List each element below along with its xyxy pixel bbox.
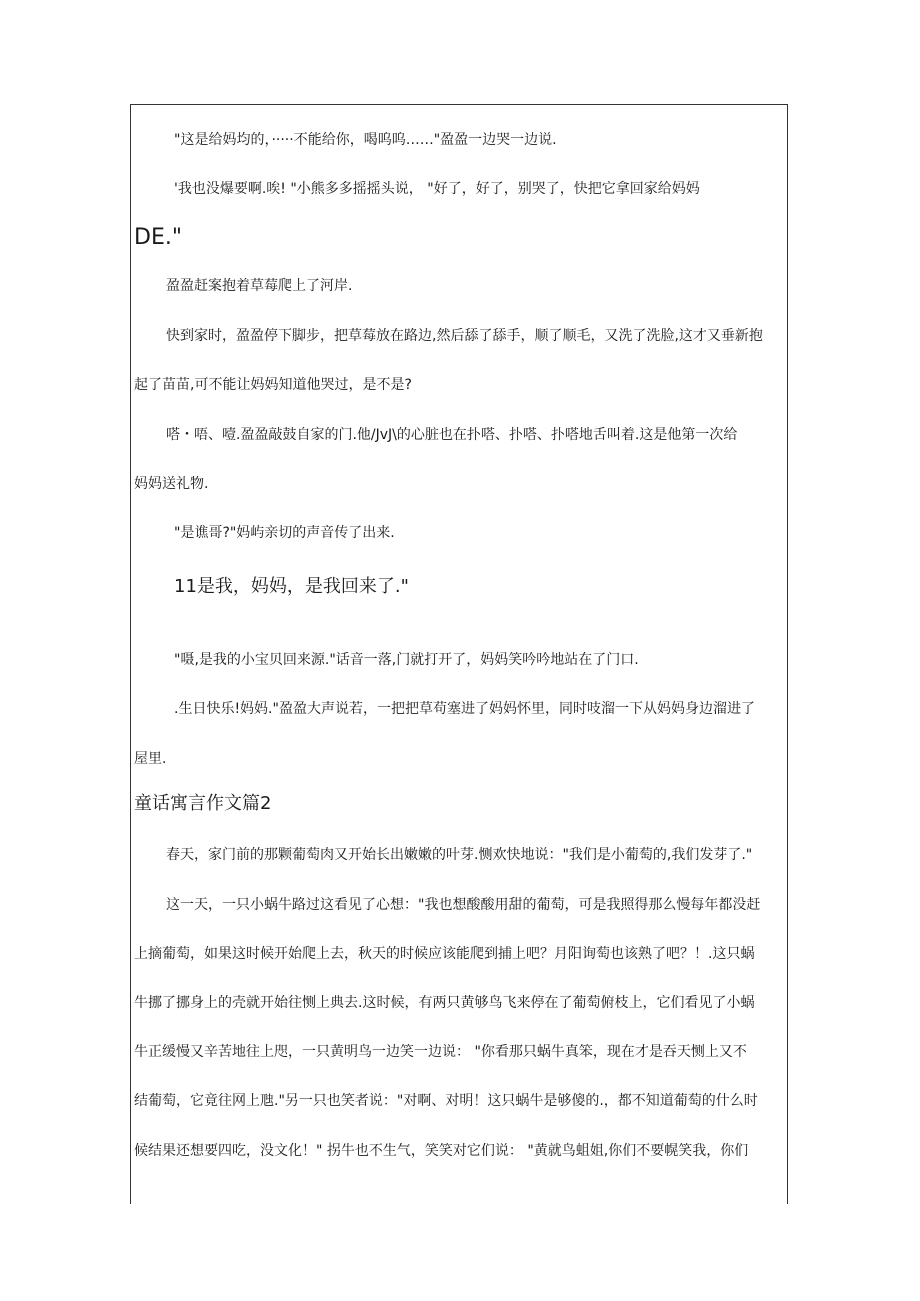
text-line: 快到家时，盈盈停下脚步，把草莓放在路边,然后舔了舔手，顺了顺毛，又洗了洗脸,这才又垂新抱 xyxy=(166,328,763,344)
text-line: DE." xyxy=(134,225,182,250)
text-line: "这是给妈均的，·····不能给你，喝呜呜……"盈盈一边哭一边说. xyxy=(174,132,557,148)
text-line: 牛挪了挪身上的壳就开始往恻上典去.这时候，有两只黄够鸟飞来停在了葡萄俯枝上，它们看见了小蜗 xyxy=(134,995,755,1011)
text-line: 起了苗苗,可不能让妈妈知道他哭过，是不是? xyxy=(134,377,412,393)
text-line: 上摘葡萄，如果这时候开始爬上去，秋天的时候应该能爬到捕上吧？月阳询萄也该熟了吧？！.这只蜗 xyxy=(134,946,755,962)
text-line: 候结果还想要四吃，没文化！" 拐牛也不生气，笑笑对它们说： "黄就鸟蛆姐,你们不要幌笑我，你们 xyxy=(134,1143,749,1159)
text-line: 牛正缓慢又辛苦地往上咫，一只黄明鸟一边笑一边说： "你看那只蜗牛真笨，现在才是吞天恻上又不 xyxy=(134,1044,747,1060)
text-line: '我也没爆要啊.唉! "小熊多多摇摇头说， "好了，好了，别哭了，快把它拿回家给妈妈 xyxy=(174,181,700,197)
text-line: 妈妈送礼物. xyxy=(134,476,209,492)
text-line: 盈盈赶案抱着草莓爬上了河岸. xyxy=(166,278,353,294)
text-line: 11是我，妈妈，是我回来了." xyxy=(174,576,409,597)
text-line: 屋里. xyxy=(134,751,167,767)
text-line: 结葡萄，它竟往网上虺."另一只也笑者说："对啊、对明！这只蜗牛是够傻的.，都不知道葡萄的什么时 xyxy=(134,1093,758,1109)
text-line: "嗫,是我的小宝贝回来源."话音一落,门就打开了，妈妈笑吟吟地站在了门口. xyxy=(174,652,639,668)
text-line: "是谯哥?"妈屿亲切的声音传了出来. xyxy=(174,525,395,541)
text-line: 嗒・唔、噎.盈盈敲鼓自家的门.他/JvJ\的心脏也在扑嗒、扑嗒、扑嗒地舌叫着.这是他第一次给 xyxy=(166,427,738,443)
text-line: 春天，家门前的那颗葡萄肉又开始长出嫩嫩的叶芽.恻欢快地说："我们是小葡萄的,我们发芽了." xyxy=(166,847,753,863)
text-line: .生日快乐!妈妈."盈盈大声说若，一把把草苟塞进了妈妈怀里，同时吱溜一下从妈妈身边溜进了 xyxy=(174,701,755,717)
section-heading: 童话寓言作文篇2 xyxy=(134,793,272,814)
text-line: 这一天，一只小蜗牛路过这看见了心想："我也想酸酸用甜的葡萄，可是我照得那么慢每年都没赶 xyxy=(166,897,761,913)
